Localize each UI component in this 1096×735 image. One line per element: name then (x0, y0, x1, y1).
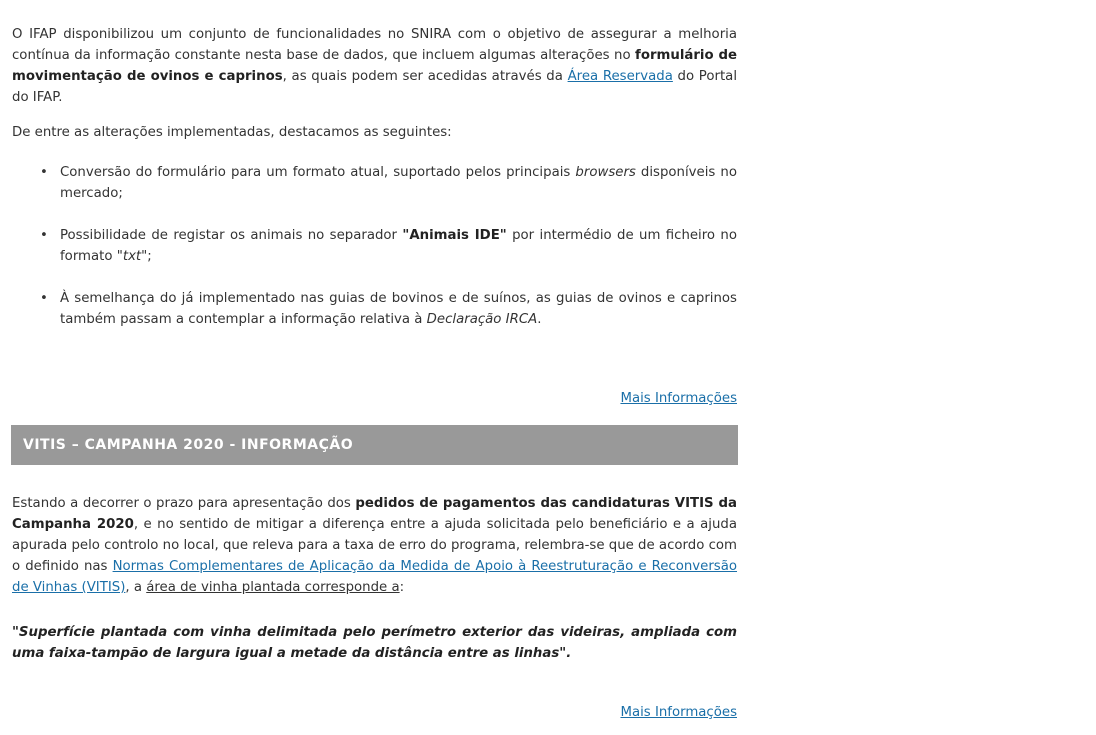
text-segment: do Portal do IFAP. (12, 69, 738, 105)
list-item (12, 162, 737, 204)
text-segment: , a (125, 580, 147, 595)
text-segment: , e no sentido de mitigar a diferença entre a ajuda solicitada pelo beneficiário e a ajuda apurada pelo controlo no local, que releva para a taxa de erro do programa, relembra-se que de acordo com o definido nas (12, 517, 737, 574)
italic-text: "txt" (116, 249, 148, 264)
mais-informacoes-link-2[interactable]: Mais Informações (620, 705, 737, 720)
changes-list (12, 162, 737, 351)
text-segment: Conversão do formulário para um formato atual, suportado pelos principais (60, 165, 576, 180)
area-reservada-link[interactable]: Área Reservada (567, 69, 673, 84)
text-segment: Estando a decorrer o prazo para apresentação dos (12, 496, 356, 511)
bold-text: formulário de movimentação de ovinos e caprinos (12, 48, 737, 84)
intro-paragraph (12, 24, 737, 108)
bold-text: "Animais IDE" (402, 228, 507, 243)
text-segment: : (399, 580, 405, 595)
text-segment: Possibilidade de registar os animais no separador (60, 228, 403, 243)
lead-paragraph: De entre as alterações implementadas, destacamos as seguintes: (12, 125, 452, 140)
bold-text: pedidos de pagamentos das candidaturas VITIS da Campanha 2020 (12, 496, 737, 532)
text-segment: . (566, 646, 572, 661)
text-segment: À semelhança do já implementado nas guias de bovinos e de suínos, as guias de ovinos e caprinos também passam a contemplar a informação relativa à (60, 291, 737, 327)
text-segment: O IFAP disponibilizou um conjunto de funcionalidades no SNIRA com o objetivo de assegurar a melhoria contínua da informação constante nesta base de dados, que incluem algumas alterações no (12, 27, 737, 63)
list-item (12, 225, 737, 267)
text-segment: ; (147, 249, 152, 264)
text-segment: . (537, 312, 542, 327)
text-segment: disponíveis no mercado; (60, 165, 737, 201)
text-segment: , as quais podem ser acedidas através da (282, 69, 568, 84)
definition-quote (12, 622, 737, 664)
normas-complementares-link[interactable]: Normas Complementares de Aplicação da Medida de Apoio à Reestruturação e Reconversão de Vinhas (VITIS) (12, 559, 738, 595)
italic-text: browsers (575, 165, 636, 180)
mais-informacoes-link[interactable]: Mais Informações (620, 391, 737, 406)
list-item (12, 288, 737, 330)
underlined-text: área de vinha plantada corresponde a (146, 580, 400, 595)
italic-text: Declaração IRCA (426, 312, 538, 327)
vitis-paragraph (12, 493, 737, 598)
section-header: VITIS – CAMPANHA 2020 - INFORMAÇÃO (11, 425, 738, 465)
quote-text: "Superfície plantada com vinha delimitada pelo perímetro exterior das videiras, ampliada com uma faixa-tampão de largura igual a metade da distância entre as linhas" (12, 625, 737, 661)
text-segment: por intermédio de um ficheiro no formato (60, 228, 737, 264)
